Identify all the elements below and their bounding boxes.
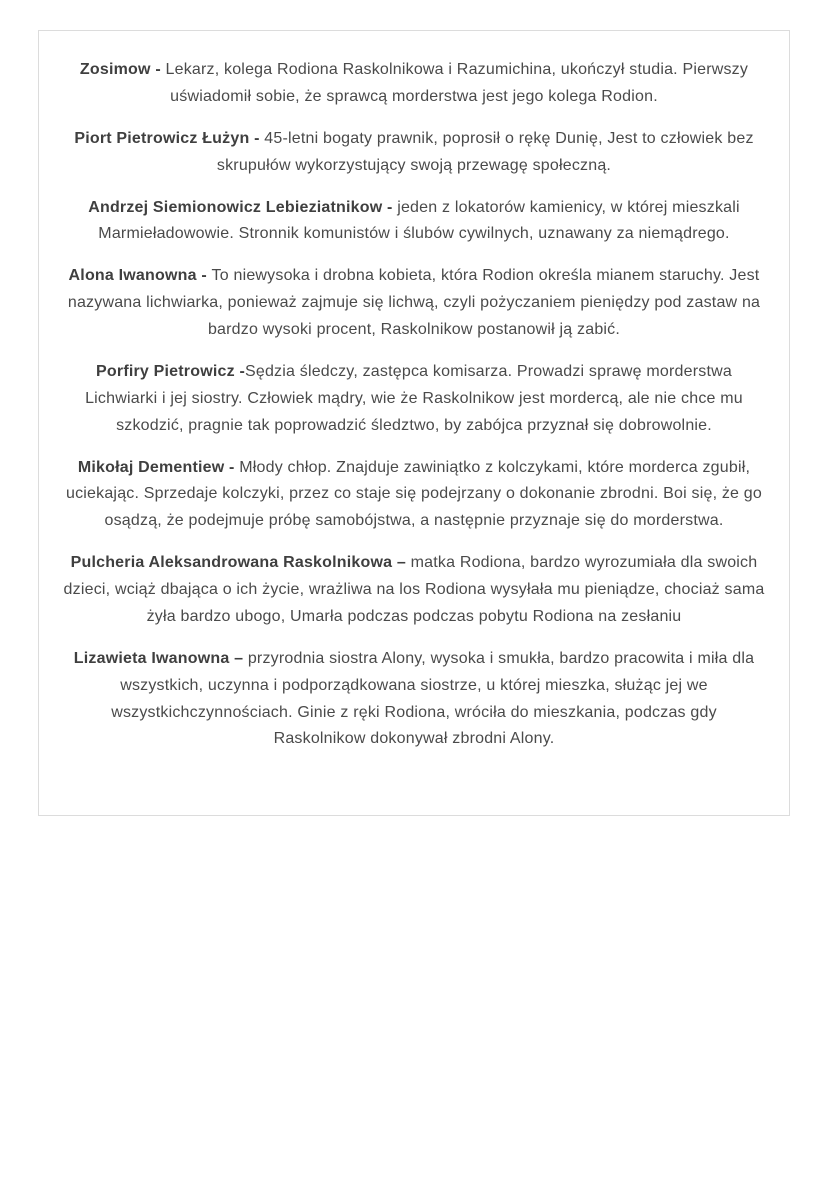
character-entry-lebieziatnikow (63, 195, 765, 249)
character-entry-zosimow (63, 57, 765, 111)
name-separator: - (382, 198, 398, 216)
character-name: Piort Pietrowicz Łużyn (74, 129, 250, 147)
character-description: Sędzia śledczy, zastępca komisarza. Prowadzi sprawę morderstwa Lichwiarki i jej siostry. Człowiek mądry, wie że Raskolnikow jest mordercą, ale nie chce mu szkodzić, pragnie tak poprowadzić śledztwo, by zabójca przyznał się dobrowolnie. (85, 362, 743, 434)
name-separator: – (229, 649, 248, 667)
document-page (38, 30, 790, 816)
character-description: Młody chłop. Znajduje zawiniątko z kolczykami, które morderca zgubił, uciekając. Sprzedaje kolczyki, przez co staje się podejrzany o dokonanie zbrodni. Boi się, że go osądzą, że podejmuje próbę samobójstwa, a następnie przyznaje się do morderstwa. (65, 458, 762, 530)
character-entry-porfiry (63, 359, 765, 440)
name-separator: - (224, 458, 240, 476)
character-entry-dementiew (63, 455, 765, 536)
character-description: przyrodnia siostra Alony, wysoka i smukła, bardzo pracowita i miła dla wszystkich, uczynna i podporządkowana siostrze, u której mieszka, służąc jej we wszystkichczynnościach. Ginie z ręki Rodiona, wróciła do mieszkania, podczas gdy Raskolnikow dokonywał zbrodni Alony. (111, 649, 755, 748)
name-separator: - (249, 129, 265, 147)
name-separator: - (196, 267, 212, 285)
character-name: Zosimow (79, 61, 151, 78)
character-description: 45-letni bogaty prawnik, poprosił o rękę Dunię, Jest to człowiek bez skrupułów wykorzystujący swoją przewagę społeczną. (216, 129, 754, 174)
character-name: Pulcheria Aleksandrowana Raskolnikowa (70, 554, 393, 572)
character-description: matka Rodiona, bardzo wyrozumiała dla swoich dzieci, wciąż dbająca o ich życie, wrażliwa na los Rodiona wysyłała mu pieniądze, chociaż sama żyła bardzo ubogo, Umarła podczas podczas pobytu Rodiona na zesłaniu (63, 554, 765, 625)
name-separator: - (150, 61, 166, 78)
character-name: Andrzej Siemionowicz Lebieziatnikow (88, 198, 383, 216)
character-name: Lizawieta Iwanowna (73, 649, 230, 667)
character-name: Porfiry Pietrowicz (96, 362, 235, 380)
character-description: To niewysoka i drobna kobieta, która Rodion określa mianem staruchy. Jest nazywana lichwiarka, ponieważ zajmuje się lichwą, czyli pożyczaniem pieniędzy pod zastaw na bardzo wysoki procent, Raskolnikow postanowił ją zabić. (67, 267, 761, 338)
character-entry-lizawieta (63, 646, 765, 754)
character-name: Alona Iwanowna (68, 267, 197, 285)
character-name: Mikołaj Dementiew (77, 458, 225, 476)
character-description: Lekarz, kolega Rodiona Raskolnikowa i Razumichina, ukończył studia. Pierwszy uświadomił sobie, że sprawcą morderstwa jest jego kolega Rodion. (165, 61, 749, 105)
name-separator: – (392, 554, 411, 572)
character-entry-alona (63, 263, 765, 344)
character-entry-pulcheria (63, 550, 765, 631)
character-entry-luzyn (63, 126, 765, 180)
name-separator: - (234, 362, 245, 380)
character-description: jeden z lokatorów kamienicy, w której mieszkali Marmieładowowie. Stronnik komunistów i ślubów cywilnych, uznawany za niemądrego. (98, 198, 740, 243)
